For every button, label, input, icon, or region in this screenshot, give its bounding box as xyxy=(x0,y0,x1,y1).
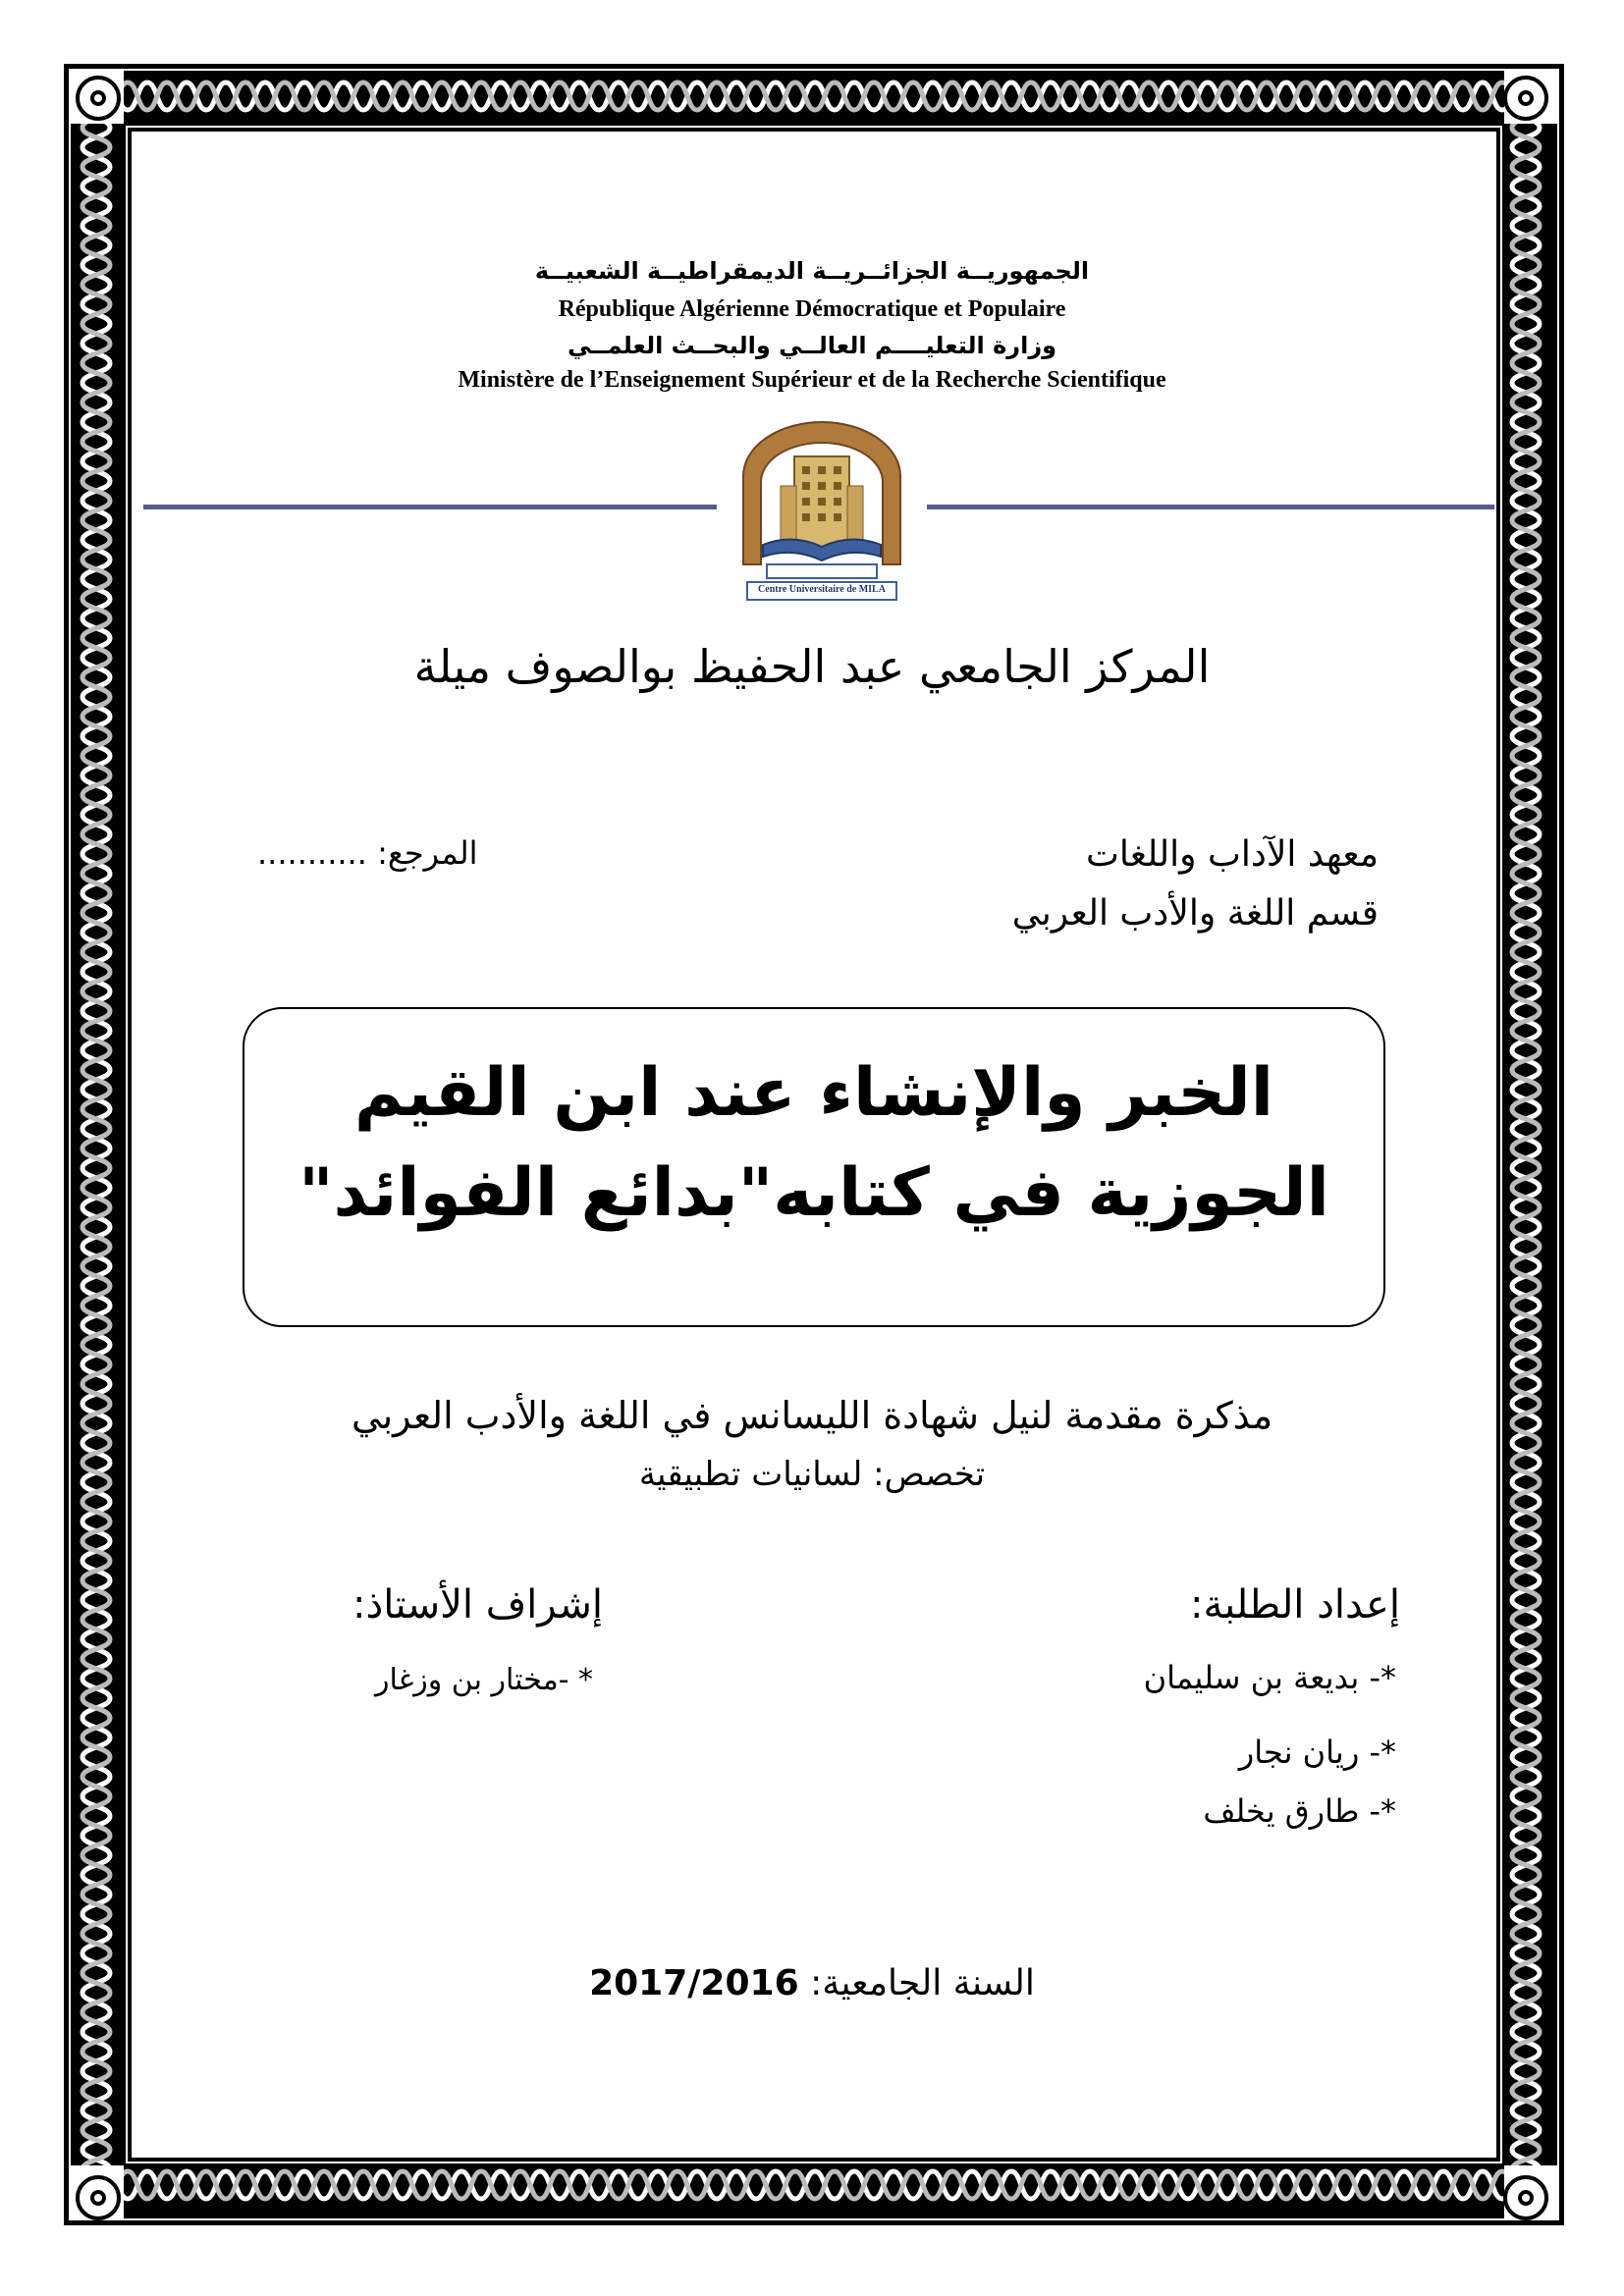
academic-year-value: 2017/2016 xyxy=(589,1963,799,2003)
students-heading: إعداد الطلبة: xyxy=(1190,1582,1400,1628)
republic-fr: République Algérienne Démocratique et Populaire xyxy=(558,296,1066,322)
institution-name: المركز الجامعي عبد الحفيظ بوالصوف ميلة xyxy=(413,640,1211,693)
thesis-title-line1: الخبر والإنشاء عند ابن القيم xyxy=(353,1054,1274,1132)
student-name: *- طارق يخلف xyxy=(1203,1792,1396,1830)
reference-field: المرجع: ........... xyxy=(257,834,478,872)
thesis-purpose: مذكرة مقدمة لنيل شهادة الليسانس في اللغة والأدب العربي xyxy=(351,1394,1273,1437)
student-name: *- ريان نجار xyxy=(1238,1734,1396,1771)
logo-caption: Centre Universitaire de MILA xyxy=(758,584,886,595)
republic-ar: الجمهوريــة الجزائــريــة الديمقراطيــة الشعبيــة xyxy=(534,257,1090,285)
academic-year-label: السنة الجامعية: xyxy=(810,1963,1035,2003)
thesis-specialty: تخصص: لسانيات تطبيقية xyxy=(638,1455,986,1494)
student-name: *- بديعة بن سليمان xyxy=(1143,1659,1396,1696)
header-rule-right xyxy=(927,505,1494,509)
corner-ornament xyxy=(76,76,121,121)
supervisor-name: * -مختار بن وزغار xyxy=(374,1663,593,1697)
academic-year xyxy=(0,1963,1624,2003)
thesis-title-line2: الجوزية في كتابه"بدائع الفوائد" xyxy=(298,1154,1329,1232)
corner-ornament xyxy=(76,2175,121,2220)
corner-ornament xyxy=(1503,76,1548,121)
ministry-ar: وزارة التعليــــم العالــي والبحــث العلمــي xyxy=(567,332,1057,359)
supervisor-heading: إشراف الأستاذ: xyxy=(352,1582,603,1628)
institute-name: معهد الآداب واللغات xyxy=(1086,834,1379,875)
corner-ornament xyxy=(1503,2175,1548,2220)
university-building-icon xyxy=(733,417,910,604)
thesis-title-box xyxy=(243,1007,1385,1327)
department-name: قسم اللغة والأدب العربي xyxy=(1011,893,1379,934)
header-rule-left xyxy=(143,505,717,509)
ministry-fr: Ministère de l’Enseignement Supérieur et de la Recherche Scientifique xyxy=(458,367,1166,393)
university-logo xyxy=(733,417,910,604)
